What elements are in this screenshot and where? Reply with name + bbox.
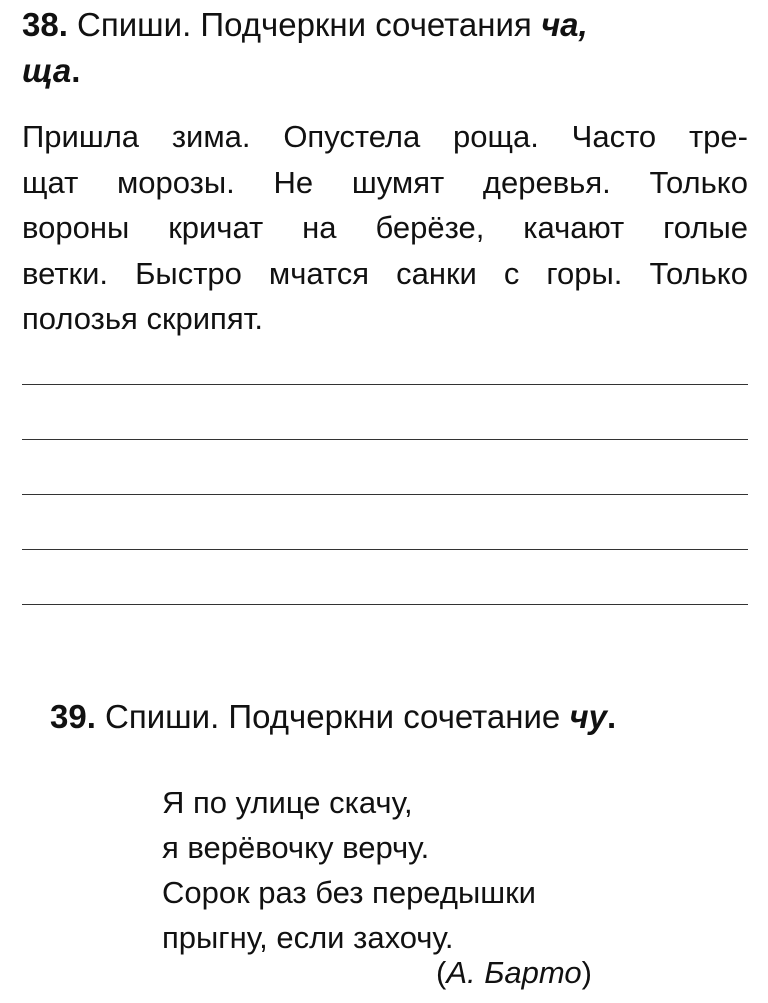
exercise-38-combo-1: ча, [540, 6, 588, 43]
poem-author [436, 950, 592, 995]
author-name: А. Барто [446, 955, 582, 990]
passage-line: ветки. Быстро мчатся санки с горы. Только [22, 255, 748, 291]
passage-line: Пришла зима. Опустела роща. Часто тре- [22, 119, 748, 154]
writing-line[interactable] [22, 439, 748, 440]
exercise-39-combo: чу [569, 698, 608, 735]
exercise-38-number: 38. [22, 6, 68, 43]
exercise-38-instruction: Спиши. Подчеркни сочетания [77, 6, 532, 43]
exercise-38-combo-2-dot: . [71, 52, 81, 89]
poem-line: Сорок раз без передышки [162, 875, 536, 910]
exercise-39-heading [50, 694, 616, 740]
passage-line: вороны кричат на берёзе, качают голые [22, 210, 748, 245]
writing-lines [22, 384, 748, 659]
exercise-38-passage [22, 114, 748, 342]
poem-line: я верёвочку верчу. [162, 830, 430, 865]
exercise-38-combo-2: ща [22, 52, 72, 89]
author-open-paren: ( [436, 955, 447, 990]
writing-line[interactable] [22, 384, 748, 385]
exercise-39-poem [162, 780, 536, 960]
exercise-38-heading-continued [22, 48, 80, 94]
exercise-39-instruction: Спиши. Подчеркни сочетание [105, 698, 561, 735]
poem-line: прыгну, если захочу. [162, 920, 454, 955]
writing-line[interactable] [22, 549, 748, 550]
passage-line: щат морозы. Не шумят деревья. Только [22, 164, 748, 200]
writing-line[interactable] [22, 604, 748, 605]
author-close-paren: ) [581, 955, 592, 990]
exercise-38-heading [22, 2, 588, 48]
passage-line: полозья скрипят. [22, 301, 264, 336]
writing-line[interactable] [22, 494, 748, 495]
exercise-39-number: 39. [50, 698, 96, 735]
exercise-39-combo-dot: . [607, 698, 617, 735]
poem-line: Я по улице скачу, [162, 785, 413, 820]
